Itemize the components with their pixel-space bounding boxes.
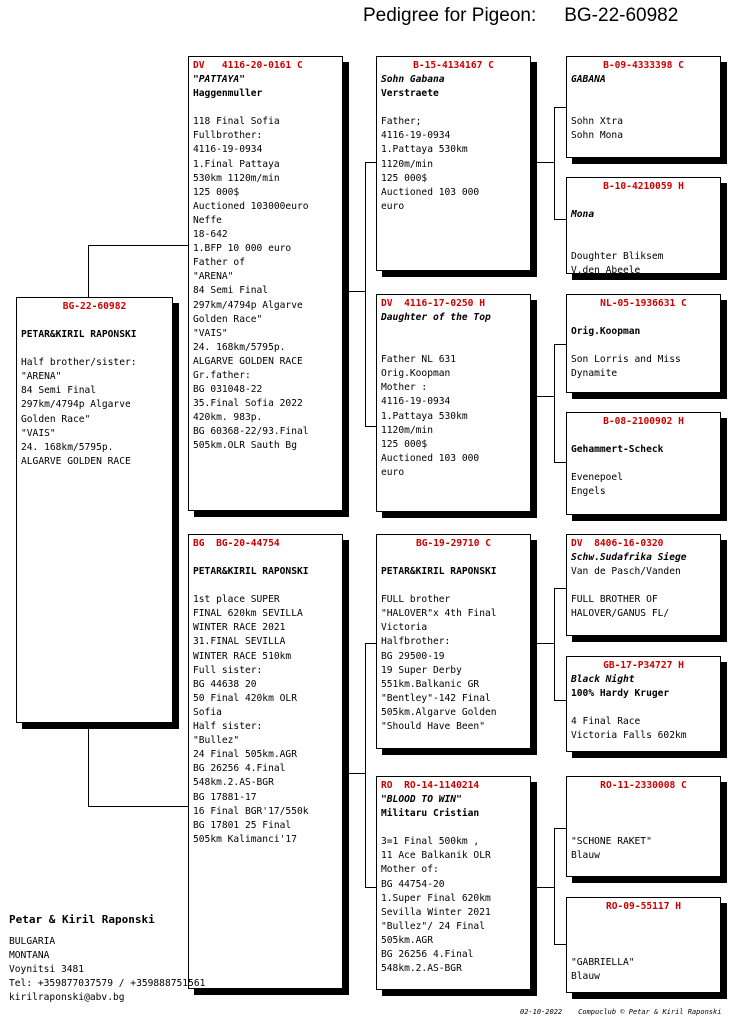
note-line: 4 Final Race: [571, 716, 641, 728]
connector: [554, 828, 566, 829]
note-line: Golden Race": [193, 313, 263, 325]
note-line: "Bullez": [193, 735, 240, 747]
note-line: 505km.OLR Sauth Bg: [193, 440, 297, 452]
connector: [365, 426, 376, 427]
note-line: 84 Semi Final: [193, 285, 269, 297]
pigeon-name: GABANA: [571, 74, 606, 86]
note-line: 50 Final 420km OLR: [193, 692, 297, 704]
ring-number: [381, 297, 526, 311]
note-line: FULL brother: [381, 594, 451, 606]
note-line: ALGARVE GOLDEN RACE: [193, 355, 303, 367]
note-line: 548km.2.AS-BGR: [193, 777, 274, 789]
connector: [554, 462, 566, 463]
owner-name: Petar & Kiril Raponski: [9, 913, 155, 926]
ring-number: B-08-2100902 H: [603, 416, 684, 427]
note-line: Sofia: [193, 706, 222, 718]
breeder: Blauw: [571, 850, 600, 862]
note-line: Victoria Falls 602km: [571, 730, 687, 742]
ring-value: RO-14-1140214: [404, 780, 480, 791]
note-line: 19 Super Derby: [381, 664, 462, 676]
note-line: Halfbrother:: [381, 636, 451, 648]
owner-region: MONTANA: [9, 950, 50, 962]
notes: [381, 593, 526, 734]
ring-value: 4116-17-0250 H: [404, 298, 485, 309]
note-line: 1120m/min: [381, 158, 433, 170]
ring-number: RO-11-2330008 C: [600, 780, 687, 791]
note-line: V.den Abeele: [571, 265, 641, 274]
ring-prefix: BG: [193, 538, 205, 549]
ring-number: BG-22-60982: [62, 301, 127, 312]
sire-dam-dam-card: [566, 412, 721, 515]
note-line: Mother of:: [381, 864, 439, 876]
note-line: Auctioned 103000euro: [193, 200, 309, 212]
note-line: Golden Race": [21, 413, 91, 425]
note-line: Father NL 631: [381, 354, 457, 366]
note-line: Victoria: [381, 622, 428, 634]
note-line: 35.Final Sofia 2022: [193, 398, 303, 410]
notes: [193, 593, 338, 847]
sire-dam-sire-card: [566, 294, 721, 393]
breeder: Verstraete: [381, 88, 439, 100]
connector: [88, 722, 89, 806]
breeder: PETAR&KIRIL RAPONSKI: [381, 566, 497, 578]
ring-number: [571, 537, 716, 551]
note-line: 84 Semi Final: [21, 385, 97, 397]
breeder: Van de Pasch/Vanden: [571, 566, 681, 578]
note-line: 4116-19-0934: [381, 396, 451, 408]
owner-country: BULGARIA: [9, 936, 56, 948]
footer-credit: Compuclub © Petar & Kiril Raponski: [578, 1008, 722, 1016]
pigeon-name: Schw.Sudafrika Siege: [571, 552, 687, 564]
ring-number: B-10-4210059 H: [603, 181, 684, 192]
note-line: BG 17801 25 Final: [193, 819, 292, 831]
note-line: HALOVER/GANUS FL/: [571, 608, 670, 620]
ring-number: GB-17-P34727 H: [603, 660, 684, 671]
note-line: BG 29500-19: [381, 650, 445, 662]
connector: [365, 643, 366, 887]
owner-address: Voynitsi 3481: [9, 964, 85, 976]
ring-number: B-15-4134167 C: [413, 60, 494, 71]
note-line: Neffe: [193, 214, 222, 226]
note-line: BG 031048-22: [193, 384, 263, 396]
note-line: ALGARVE GOLDEN RACE: [21, 455, 131, 467]
note-line: Full sister:: [193, 664, 263, 676]
connector: [554, 344, 555, 462]
connector: [365, 162, 366, 426]
connector: [88, 245, 89, 301]
connector: [342, 773, 365, 774]
connector: [531, 887, 554, 888]
note-line: "Bentley"-142 Final: [381, 692, 491, 704]
note-line: Half brother/sister:: [21, 357, 137, 369]
ring-prefix: DV: [571, 538, 583, 549]
note-line: 18-642: [193, 229, 228, 241]
ring-number: B-09-4333398 C: [603, 60, 684, 71]
note-line: WINTER RACE 2021: [193, 622, 286, 634]
owner-phone: Tel: +359877037579 / +359888751561: [9, 978, 206, 990]
note-line: 1.BFP 10 000 euro: [193, 243, 292, 255]
note-line: 420km. 983p.: [193, 412, 263, 424]
note-line: 297km/4794p Algarve: [21, 399, 131, 411]
sire-sire-sire-card: [566, 56, 721, 158]
note-line: 125 000$: [193, 186, 240, 198]
pigeon-name: Sohn Gabana: [381, 74, 445, 86]
note-line: 3=1 Final 500km ,: [381, 836, 480, 848]
note-line: Evenepoel: [571, 472, 623, 484]
note-line: 548km.2.AS-BGR: [381, 963, 462, 975]
sire-sire-dam-card: [566, 177, 721, 274]
note-line: Orig.Koopman: [381, 368, 451, 380]
note-line: euro: [381, 200, 405, 212]
ring-value: 8406-16-0320: [594, 538, 664, 549]
ring-number: [381, 779, 526, 793]
pigeon-name: "SCHONE RAKET": [571, 836, 652, 848]
note-line: WINTER RACE 510km: [193, 650, 292, 662]
pigeon-name: "BLOOD TO WIN": [381, 794, 462, 806]
note-line: "Bullez"/ 24 Final: [381, 920, 485, 932]
dam-sire-card: [376, 534, 531, 749]
note-line: 1.Super Final 620km: [381, 892, 491, 904]
note-line: 1.Final Pattaya: [193, 158, 280, 170]
note-line: 16 Final BGR'17/550k: [193, 805, 309, 817]
connector: [554, 700, 566, 701]
note-line: Dynamite: [571, 368, 618, 380]
note-line: 125 000$: [381, 438, 428, 450]
note-line: 551km.Balkanic GR: [381, 678, 480, 690]
breeder: 100% Hardy Kruger: [571, 688, 670, 700]
note-line: Father;: [381, 116, 422, 128]
note-line: Father of: [193, 257, 245, 269]
note-line: Auctioned 103 000: [381, 186, 480, 198]
dam-sire-sire-card: [566, 534, 721, 636]
note-line: 505km Kalimanci'17: [193, 833, 297, 845]
connector: [554, 588, 566, 589]
note-line: 118 Final Sofia: [193, 116, 280, 128]
note-line: Sevilla Winter 2021: [381, 906, 491, 918]
note-line: Sohn Xtra: [571, 116, 623, 128]
note-line: 1120m/min: [381, 424, 433, 436]
note-line: 24 Final 505km.AGR: [193, 749, 297, 761]
note-line: "ARENA": [193, 271, 234, 283]
note-line: 125 000$: [381, 172, 428, 184]
connector: [88, 806, 188, 807]
footer-date: 02-10-2022: [520, 1008, 563, 1016]
connector: [531, 396, 554, 397]
note-line: 11 Ace Balkanik OLR: [381, 850, 491, 862]
connector: [554, 944, 566, 945]
note-line: 4116-19-0934: [381, 130, 451, 142]
note-line: "VAIS": [193, 327, 228, 339]
ring-prefix: RO: [381, 780, 393, 791]
connector: [365, 887, 376, 888]
note-line: Half sister:: [193, 721, 263, 733]
sire-card: [188, 56, 343, 511]
connector: [554, 828, 555, 944]
breeder: Gehammert-Scheck: [571, 444, 664, 456]
breeder: PETAR&KIRIL RAPONSKI: [193, 566, 309, 578]
note-line: Engels: [571, 486, 606, 498]
connector: [554, 344, 566, 345]
note-line: "Should Have Been": [381, 721, 485, 733]
connector: [88, 245, 188, 246]
note-line: 297km/4794p Algarve: [193, 299, 303, 311]
note-line: 1.Pattaya 530km: [381, 410, 468, 422]
note-line: 31.FINAL SEVILLA: [193, 636, 286, 648]
note-line: 505km.AGR: [381, 934, 433, 946]
note-line: BG 17881-17: [193, 791, 257, 803]
note-line: 4116-19-0934: [193, 144, 263, 156]
note-line: Son Lorris and Miss: [571, 354, 681, 366]
sire-sire-card: [376, 56, 531, 271]
connector: [554, 107, 566, 108]
note-line: "ARENA": [21, 371, 62, 383]
connector: [342, 291, 365, 292]
owner-info: [9, 913, 205, 1006]
note-line: 505km.Algarve Golden: [381, 706, 497, 718]
note-line: Sohn Mona: [571, 130, 623, 142]
note-line: 530km 1120m/min: [193, 172, 280, 184]
note-line: Gr.father:: [193, 369, 251, 381]
note-line: BG 26256 4.Final: [193, 763, 286, 775]
pigeon-name: Daughter of the Top: [381, 312, 491, 324]
pigeon-name: "PATTAYA": [193, 74, 245, 86]
note-line: 1st place SUPER: [193, 594, 280, 606]
ring-prefix: DV: [193, 60, 205, 71]
note-line: "VAIS": [21, 427, 56, 439]
ring-value: BG-20-44754: [216, 538, 280, 549]
connector: [554, 107, 555, 219]
notes: [381, 353, 526, 480]
ring-number: RO-09-55117 H: [605, 901, 682, 912]
breeder: Orig.Koopman: [571, 326, 641, 338]
footer: [520, 1008, 721, 1016]
note-line: BG 26256 4.Final: [381, 949, 474, 961]
connector: [554, 588, 555, 700]
note-line: Fullbrother:: [193, 130, 263, 142]
dam-card: [188, 534, 343, 989]
title-ring: BG-22-60982: [564, 5, 679, 26]
dam-dam-dam-card: [566, 897, 721, 993]
ring-prefix: DV: [381, 298, 393, 309]
pigeon-name: Mona: [571, 209, 595, 221]
note-line: "HALOVER"x 4th Final: [381, 608, 497, 620]
title-label: Pedigree for Pigeon:: [363, 5, 537, 26]
pigeon-name: Black Night: [571, 674, 635, 686]
notes: [21, 356, 168, 469]
page-title: [363, 5, 678, 27]
note-line: Mother :: [381, 382, 428, 394]
dam-sire-dam-card: [566, 656, 721, 752]
note-line: euro: [381, 466, 405, 478]
connector: [531, 162, 554, 163]
notes: [381, 835, 526, 976]
note-line: BG 60368-22/93.Final: [193, 426, 309, 438]
note-line: BG 44638 20: [193, 678, 257, 690]
breeder: Militaru Cristian: [381, 808, 480, 820]
ring-value: 4116-20-0161 C: [221, 60, 303, 71]
ring-number: BG-19-29710 C: [415, 538, 492, 549]
note-line: 24. 168km/5795p.: [193, 341, 286, 353]
connector: [554, 219, 566, 220]
ring-number: [193, 59, 338, 73]
ring-number: NL-05-1936631 C: [600, 298, 687, 309]
breeder: PETAR&KIRIL RAPONSKI: [21, 329, 137, 341]
connector: [531, 643, 554, 644]
note-line: Doughter Bliksem: [571, 251, 664, 263]
dam-dam-sire-card: [566, 776, 721, 877]
note-line: FINAL 620km SEVILLA: [193, 608, 303, 620]
note-line: 24. 168km/5795p.: [21, 441, 114, 453]
subject-card: [16, 297, 173, 723]
note-line: BG 44754-20: [381, 878, 445, 890]
dam-dam-card: [376, 776, 531, 990]
note-line: FULL BROTHER OF: [571, 594, 658, 606]
ring-number: [193, 537, 338, 551]
owner-email: kirilraponski@abv.bg: [9, 992, 125, 1004]
connector: [365, 162, 376, 163]
note-line: 1.Pattaya 530km: [381, 144, 468, 156]
breeder: Blauw: [571, 971, 600, 983]
notes: [193, 115, 338, 453]
sire-dam-card: [376, 294, 531, 512]
breeder: Haggenmuller: [193, 88, 263, 100]
pigeon-name: "GABRIELLA": [571, 957, 635, 969]
notes: [381, 115, 526, 214]
note-line: Auctioned 103 000: [381, 452, 480, 464]
connector: [365, 643, 376, 644]
